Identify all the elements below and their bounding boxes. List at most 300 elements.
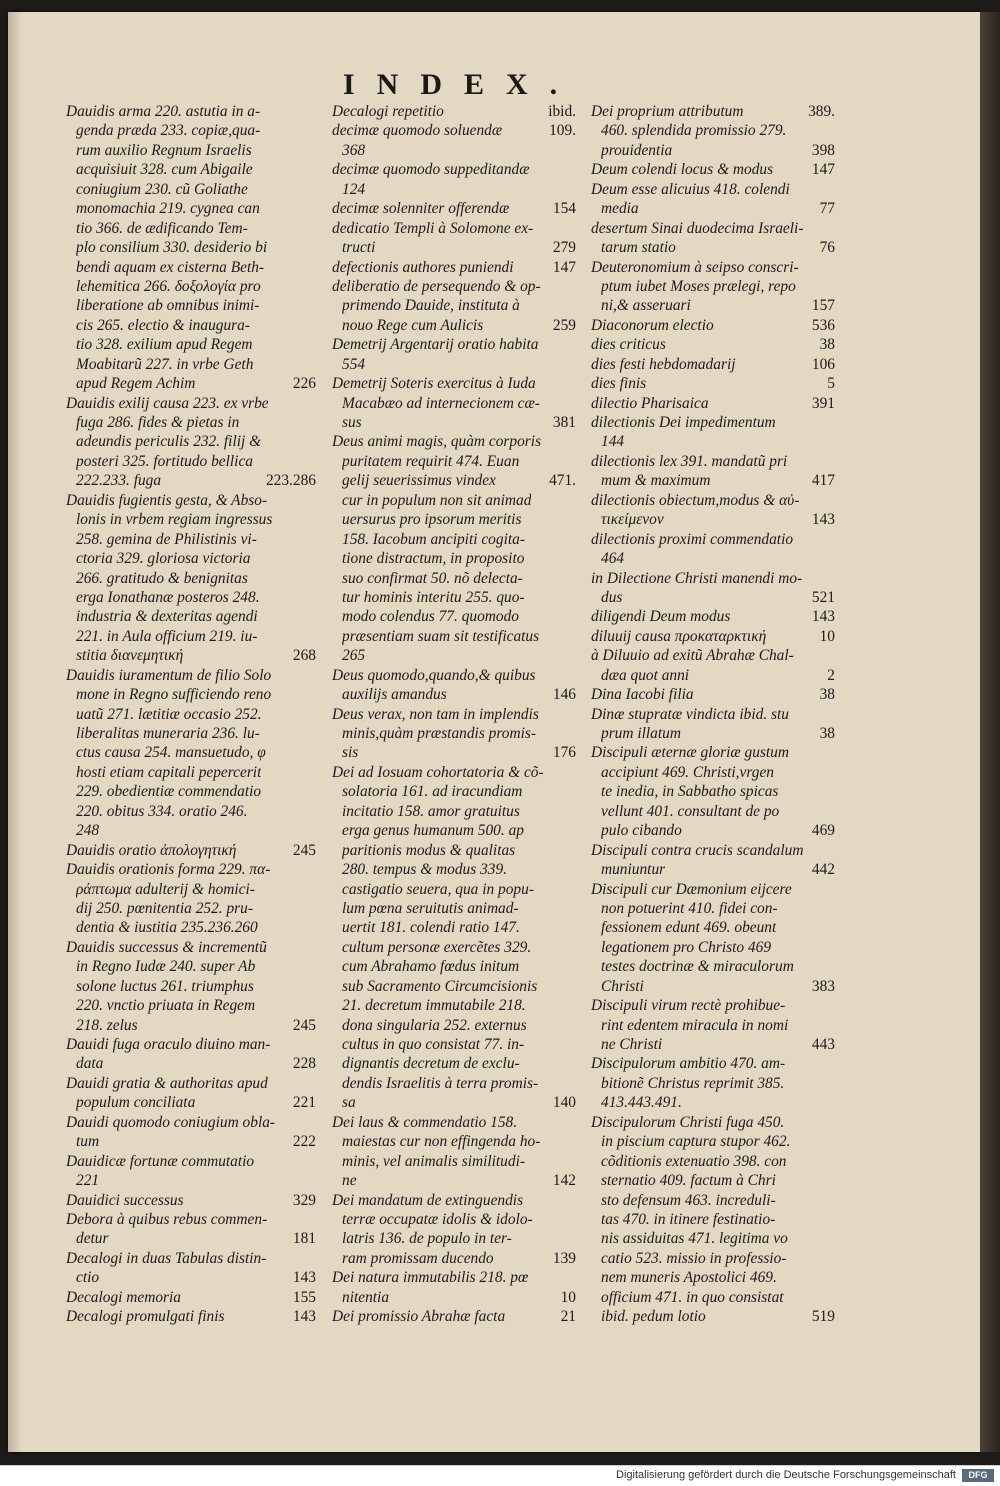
- index-entry-line: [66, 1113, 316, 1132]
- index-entry-line: [332, 491, 576, 510]
- entry-text: Dina Iacobi filia: [591, 686, 694, 704]
- entry-text: Deus animi magis, quàm corporis: [332, 433, 542, 451]
- entry-text: detur: [76, 1230, 109, 1248]
- entry-text: tarum statio: [601, 239, 676, 257]
- entry-page-number: [570, 860, 576, 879]
- entry-page-number: [570, 277, 576, 296]
- index-entry-line: [66, 782, 316, 801]
- index-entry-line: [66, 432, 316, 451]
- entry-text: officium 471. in quo consistat: [601, 1288, 784, 1306]
- index-entry-line: [332, 646, 576, 665]
- index-entry-line: [66, 316, 316, 335]
- entry-text: rum auxilio Regnum Israelis: [76, 141, 252, 159]
- entry-page-number: [570, 1113, 576, 1132]
- entry-text: Deus quomodo,quando,& quibus: [332, 666, 536, 684]
- entry-page-number: [310, 685, 316, 704]
- footer-credit: Digitalisierung gefördert durch die Deutsche Forschungsgemeinschaft: [616, 1469, 956, 1481]
- entry-page-number: 155: [292, 1288, 316, 1306]
- entry-page-number: [310, 1171, 316, 1190]
- entry-page-number: [829, 1229, 835, 1248]
- index-entry-line: [332, 957, 576, 976]
- index-entry-line: [591, 646, 835, 665]
- entry-text: Dauidis orationis forma 229. πα-: [66, 861, 271, 879]
- entry-text: 266. gratitudo & benignitas: [76, 569, 248, 587]
- entry-page-number: [570, 646, 576, 665]
- entry-page-number: [570, 666, 576, 685]
- entry-page-number: [829, 1191, 835, 1210]
- entry-text: erga genus humanum 500. ap: [342, 822, 524, 840]
- entry-page-number: [310, 607, 316, 626]
- entry-text: Diaconorum electio: [591, 316, 714, 334]
- entry-text: Demetrij Soteris exercitus à Iuda: [332, 375, 536, 393]
- entry-page-number: 443: [811, 1036, 835, 1053]
- entry-text: 144: [601, 433, 625, 451]
- entry-page-number: 245: [292, 841, 316, 859]
- entry-page-number: [310, 1152, 316, 1171]
- entry-page-number: [829, 1268, 835, 1287]
- index-entry-line: [332, 1307, 576, 1326]
- entry-text: ibid. pedum lotio: [601, 1308, 706, 1326]
- index-entry-line: [591, 1307, 835, 1326]
- entry-text: Dinæ stupratæ vindicta ibid. stu: [591, 705, 789, 723]
- index-entry-line: [66, 394, 316, 413]
- index-entry-line: [332, 316, 576, 335]
- entry-page-number: 143: [811, 511, 835, 529]
- entry-text: 368: [342, 141, 366, 159]
- entry-text: 158. Iacobum ancipiti cogita-: [342, 530, 525, 548]
- entry-page-number: [829, 918, 835, 937]
- index-entry-line: [591, 102, 835, 121]
- entry-text: dentia & iustitia 235.236.260: [76, 919, 258, 937]
- entry-page-number: [829, 569, 835, 588]
- index-entry-line: [66, 219, 316, 238]
- index-entry-line: [332, 1268, 576, 1287]
- index-entry-line: [332, 355, 576, 374]
- entry-page-number: 222: [292, 1133, 316, 1151]
- entry-text: ptum iubet Moses prælegi, repo: [601, 277, 796, 295]
- footer-bar: [0, 1465, 1000, 1486]
- entry-text: Dauidi fuga oraculo diuino man-: [66, 1036, 271, 1053]
- entry-text: sternatio 409. factum à Chri: [601, 1172, 776, 1190]
- entry-text: data: [76, 1055, 104, 1073]
- entry-text: nis assiduitas 471. legitima vo: [601, 1230, 788, 1248]
- index-entry-line: [66, 1035, 316, 1054]
- entry-page-number: 536: [811, 316, 835, 334]
- entry-page-number: 279: [552, 239, 576, 257]
- entry-text: Dei laus & commendatio 158.: [332, 1113, 518, 1131]
- entry-text: media: [601, 200, 639, 218]
- index-entry-line: [591, 918, 835, 937]
- index-entry-line: [591, 821, 835, 840]
- entry-page-number: [310, 938, 316, 957]
- entry-text: paritionis modus & qualitas: [342, 841, 516, 859]
- entry-text: liberatione ab omnibus inimi-: [76, 297, 260, 315]
- entry-page-number: [829, 1054, 835, 1073]
- entry-page-number: 268: [292, 647, 316, 665]
- entry-page-number: 381: [552, 414, 576, 431]
- index-entry-line: [591, 938, 835, 957]
- entry-page-number: [570, 880, 576, 899]
- index-entry-line: [66, 957, 316, 976]
- index-entry-line: [332, 335, 576, 354]
- entry-page-number: ibid.: [548, 103, 576, 120]
- entry-text: decimæ solenniter offerendæ: [332, 200, 510, 218]
- entry-page-number: 143: [811, 608, 835, 626]
- entry-page-number: [829, 1152, 835, 1171]
- entry-text: 220. obitus 334. oratio 246.: [76, 802, 248, 820]
- entry-page-number: [310, 666, 316, 685]
- index-entry-line: [66, 860, 316, 879]
- index-entry-line: [66, 724, 316, 743]
- entry-page-number: [310, 802, 316, 821]
- entry-text: adeundis periculis 232. filij &: [76, 433, 262, 451]
- entry-text: deliberatio de persequendo & op-: [332, 277, 541, 295]
- entry-page-number: [570, 607, 576, 626]
- index-entry-line: [332, 918, 576, 937]
- entry-page-number: [829, 938, 835, 957]
- index-entry-line: [591, 510, 835, 529]
- book-page: [8, 12, 980, 1452]
- entry-page-number: 383: [811, 977, 835, 995]
- entry-text: 464: [601, 550, 625, 568]
- entry-page-number: [570, 821, 576, 840]
- entry-page-number: [829, 743, 835, 762]
- index-entry-line: [332, 238, 576, 257]
- entry-text: non potuerint 410. fidei con-: [601, 899, 778, 917]
- entry-page-number: [570, 627, 576, 646]
- entry-page-number: [310, 432, 316, 451]
- entry-text: solone luctus 261. triumphus: [76, 977, 254, 995]
- entry-page-number: [570, 1191, 576, 1210]
- index-entry-line: [591, 277, 835, 296]
- entry-text: legationem pro Christo 469: [601, 938, 772, 956]
- entry-text: uersurus pro ipsorum meritis: [342, 511, 522, 529]
- entry-page-number: [310, 180, 316, 199]
- entry-page-number: [829, 258, 835, 277]
- entry-text: accipiunt 469. Christi,vrgen: [601, 763, 774, 781]
- entry-text: vellunt 401. consultant de po: [601, 802, 780, 820]
- index-entry-line: [591, 763, 835, 782]
- index-entry-line: [591, 880, 835, 899]
- entry-page-number: [829, 1113, 835, 1132]
- entry-text: Dauidis iuramentum de filio Solo: [66, 666, 272, 684]
- entry-text: cur in populum non sit animad: [342, 491, 532, 509]
- index-entry-line: [591, 705, 835, 724]
- index-entry-line: [66, 335, 316, 354]
- index-entry-line: [66, 899, 316, 918]
- entry-text: dendis Israelitis à terra promis-: [342, 1074, 539, 1092]
- entry-text: decimæ quomodo soluendæ: [332, 122, 503, 140]
- index-entry-line: [66, 569, 316, 588]
- entry-text: catio 523. missio in professio-: [601, 1249, 787, 1267]
- entry-text: Dauidis fugientis gesta, & Abso-: [66, 491, 268, 509]
- entry-text: dilectionis obiectum,modus & αὐ-: [591, 491, 800, 509]
- entry-page-number: [829, 432, 835, 451]
- index-entry-line: [332, 860, 576, 879]
- index-entry-line: [332, 1054, 576, 1073]
- entry-page-number: [570, 452, 576, 471]
- entry-page-number: [829, 1171, 835, 1190]
- index-entry-line: [591, 491, 835, 510]
- index-entry-line: [591, 1268, 835, 1287]
- entry-page-number: 147: [811, 161, 835, 179]
- index-entry-line: [66, 1132, 316, 1151]
- entry-page-number: [570, 530, 576, 549]
- entry-page-number: [829, 880, 835, 899]
- index-entry-line: [66, 996, 316, 1015]
- index-entry-line: [66, 1093, 316, 1112]
- entry-text: in Regno Iudæ 240. super Ab: [76, 958, 256, 976]
- index-entry-line: [332, 471, 576, 490]
- index-entry-line: [66, 880, 316, 899]
- entry-text: Dauidis exilij causa 223. ex vrbe: [66, 394, 269, 412]
- entry-text: genda præda 233. copiæ,qua-: [76, 122, 261, 140]
- index-entry-line: [66, 1171, 316, 1190]
- entry-text: lehemitica 266. δοξολογία pro: [76, 277, 261, 295]
- index-entry-line: [591, 355, 835, 374]
- entry-text: ni,& asseruari: [601, 297, 691, 315]
- entry-page-number: 181: [292, 1230, 316, 1248]
- entry-text: mone in Regno sufficiendo reno: [76, 686, 272, 704]
- index-entry-line: [66, 296, 316, 315]
- entry-page-number: 38: [819, 686, 835, 704]
- entry-text: à Diluuio ad exitũ Abrahæ Chal-: [591, 647, 794, 665]
- index-entry-line: [66, 510, 316, 529]
- entry-text: cultum personæ exercẽtes 329.: [342, 938, 532, 956]
- index-entry-line: [66, 763, 316, 782]
- entry-page-number: [310, 1249, 316, 1268]
- index-entry-line: [66, 102, 316, 121]
- entry-page-number: [570, 957, 576, 976]
- index-entry-line: [332, 996, 576, 1015]
- entry-page-number: 521: [811, 588, 835, 606]
- entry-text: Discipulorum ambitio 470. am-: [591, 1055, 786, 1073]
- entry-text: uertit 181. colendi ratio 147.: [342, 919, 520, 937]
- entry-text: muniuntur: [601, 861, 666, 879]
- entry-page-number: [570, 918, 576, 937]
- index-entry-line: [332, 1191, 576, 1210]
- entry-page-number: [570, 510, 576, 529]
- index-entry-line: [66, 199, 316, 218]
- index-entry-line: [66, 1249, 316, 1268]
- index-entry-line: [591, 1074, 835, 1093]
- entry-text: dona singularia 252. externus: [342, 1016, 527, 1034]
- entry-text: ctoria 329. gloriosa victoria: [76, 550, 251, 568]
- index-entry-line: [66, 471, 316, 490]
- entry-text: tructi: [342, 239, 376, 257]
- index-entry-line: [66, 977, 316, 996]
- entry-page-number: [829, 841, 835, 860]
- entry-text: nitentia: [342, 1288, 390, 1306]
- index-entry-line: [332, 219, 576, 238]
- entry-page-number: 146: [552, 686, 576, 704]
- index-entry-line: [591, 219, 835, 238]
- entry-page-number: [310, 705, 316, 724]
- index-entry-line: [66, 160, 316, 179]
- index-entry-line: [66, 121, 316, 140]
- entry-page-number: [310, 821, 316, 840]
- entry-text: stitia διανεμητική: [76, 647, 184, 665]
- index-entry-line: [66, 705, 316, 724]
- index-entry-line: [591, 1113, 835, 1132]
- entry-page-number: [829, 1288, 835, 1307]
- entry-text: Dauidis oratio ἀπολογητική: [66, 841, 237, 859]
- index-entry-line: [66, 452, 316, 471]
- entry-text: Decalogi repetitio: [332, 103, 444, 120]
- index-entry-line: [332, 821, 576, 840]
- entry-text: Dei promissio Abrahæ facta: [332, 1308, 506, 1326]
- entry-text: 221: [76, 1172, 100, 1190]
- index-entry-line: [66, 802, 316, 821]
- entry-page-number: [310, 452, 316, 471]
- entry-page-number: [310, 957, 316, 976]
- entry-page-number: [570, 588, 576, 607]
- entry-text: bendi aquam ex cisterna Beth-: [76, 258, 265, 276]
- entry-text: Macabæo ad internecionem cæ-: [342, 394, 540, 412]
- index-entry-line: [332, 1171, 576, 1190]
- entry-page-number: [570, 335, 576, 354]
- index-entry-line: [66, 258, 316, 277]
- index-entry-line: [591, 432, 835, 451]
- entry-text: maiestas cur non effingenda ho-: [342, 1133, 541, 1151]
- index-entry-line: [591, 841, 835, 860]
- entry-text: uatũ 271. lætitiæ occasio 252.: [76, 705, 262, 723]
- entry-page-number: [829, 1210, 835, 1229]
- entry-page-number: [829, 452, 835, 471]
- entry-text: nem muneris Apostolici 469.: [601, 1269, 777, 1287]
- index-entry-line: [332, 743, 576, 762]
- index-entry-line: [332, 432, 576, 451]
- entry-text: dus: [601, 588, 623, 606]
- entry-text: lum pœna seruitutis animad-: [342, 899, 519, 917]
- index-entry-line: [332, 510, 576, 529]
- entry-page-number: [310, 977, 316, 996]
- entry-text: dignantis decretum de exclu-: [342, 1055, 520, 1073]
- entry-page-number: 221: [292, 1094, 316, 1112]
- index-entry-line: [332, 841, 576, 860]
- entry-text: Dauidi quomodo coniugium obla-: [66, 1113, 276, 1131]
- entry-page-number: [570, 491, 576, 510]
- entry-page-number: [310, 1210, 316, 1229]
- entry-text: 124: [342, 180, 366, 198]
- entry-text: cis 265. electio & inaugura-: [76, 316, 250, 334]
- entry-text: solatoria 161. ad iracundiam: [342, 783, 523, 801]
- index-entry-line: [332, 724, 576, 743]
- entry-page-number: [829, 782, 835, 801]
- entry-page-number: [310, 219, 316, 238]
- index-entry-line: [591, 316, 835, 335]
- entry-page-number: [570, 1229, 576, 1248]
- index-entry-line: [332, 1074, 576, 1093]
- index-entry-line: [591, 238, 835, 257]
- entry-text: 222.233. fuga: [76, 472, 162, 490]
- entry-text: 218. zelus: [76, 1016, 138, 1034]
- entry-page-number: [310, 588, 316, 607]
- entry-text: coniugium 230. cũ Goliathe: [76, 180, 248, 198]
- index-entry-line: [591, 121, 835, 140]
- index-entry-line: [66, 918, 316, 937]
- index-entry-line: [332, 160, 576, 179]
- index-entry-line: [66, 938, 316, 957]
- entry-text: 460. splendida promissio 279.: [601, 122, 787, 140]
- entry-page-number: [310, 763, 316, 782]
- index-entry-line: [66, 607, 316, 626]
- entry-page-number: [829, 1249, 835, 1268]
- entry-page-number: 5: [827, 375, 835, 393]
- entry-page-number: 226: [292, 375, 316, 393]
- entry-text: testes doctrinæ & miraculorum: [601, 958, 794, 976]
- index-entry-line: [591, 1093, 835, 1112]
- entry-page-number: [310, 316, 316, 335]
- index-entry-line: [332, 666, 576, 685]
- entry-page-number: [829, 180, 835, 199]
- entry-text: sub Sacramento Circumcisionis: [342, 977, 538, 995]
- entry-page-number: 2: [827, 666, 835, 684]
- entry-page-number: [829, 549, 835, 568]
- entry-text: desertum Sinai duodecima Israeli-: [591, 219, 804, 237]
- entry-page-number: 76: [819, 239, 835, 257]
- entry-page-number: [570, 705, 576, 724]
- entry-text: Discipuli cur Dæmonium eijcere: [591, 880, 792, 898]
- entry-page-number: [829, 802, 835, 821]
- entry-page-number: 223.286: [265, 472, 316, 490]
- entry-text: Dei ad Iosuam cohortatoria & cõ-: [332, 763, 544, 781]
- index-entry-line: [591, 549, 835, 568]
- index-entry-line: [66, 1152, 316, 1171]
- entry-text: ne: [342, 1172, 357, 1190]
- index-entry-line: [66, 1074, 316, 1093]
- index-entry-line: [332, 258, 576, 277]
- entry-text: cõditionis extenuatio 398. con: [601, 1152, 787, 1170]
- index-entry-line: [591, 977, 835, 996]
- entry-text: nouo Rege cum Aulicis: [342, 316, 484, 334]
- index-entry-line: [591, 335, 835, 354]
- index-entry-line: [66, 355, 316, 374]
- index-entry-line: [66, 277, 316, 296]
- entry-text: cum Abrahamo fœdus initum: [342, 958, 520, 976]
- entry-page-number: [570, 996, 576, 1015]
- index-entry-line: [591, 1016, 835, 1035]
- entry-text: lonis in vrbem regiam ingressus: [76, 511, 273, 529]
- entry-text: ράπτωμα adulterij & homici-: [76, 880, 255, 898]
- index-entry-line: [66, 238, 316, 257]
- entry-page-number: [310, 860, 316, 879]
- index-entry-line: [332, 1152, 576, 1171]
- entry-text: dedicatio Templi à Solomone ex-: [332, 219, 534, 237]
- entry-page-number: [570, 977, 576, 996]
- index-entry-line: [591, 374, 835, 393]
- entry-text: Moabitarũ 227. in vrbe Geth: [76, 355, 254, 373]
- entry-page-number: 417: [811, 472, 835, 490]
- entry-page-number: [829, 413, 835, 432]
- index-entry-line: [591, 1132, 835, 1151]
- entry-text: pulo cibando: [601, 822, 682, 840]
- entry-page-number: [310, 335, 316, 354]
- index-entry-line: [66, 413, 316, 432]
- index-entry-line: [66, 1054, 316, 1073]
- entry-page-number: 38: [819, 336, 835, 354]
- index-entry-line: [332, 802, 576, 821]
- index-entry-line: [591, 860, 835, 879]
- entry-text: mum & maximum: [601, 472, 711, 490]
- entry-page-number: [570, 1210, 576, 1229]
- entry-page-number: 245: [292, 1016, 316, 1034]
- entry-text: Demetrij Argentarij oratio habita: [332, 336, 539, 354]
- entry-text: apud Regem Achim: [76, 375, 196, 393]
- entry-page-number: [310, 510, 316, 529]
- entry-page-number: [829, 1074, 835, 1093]
- entry-text: tum: [76, 1133, 100, 1151]
